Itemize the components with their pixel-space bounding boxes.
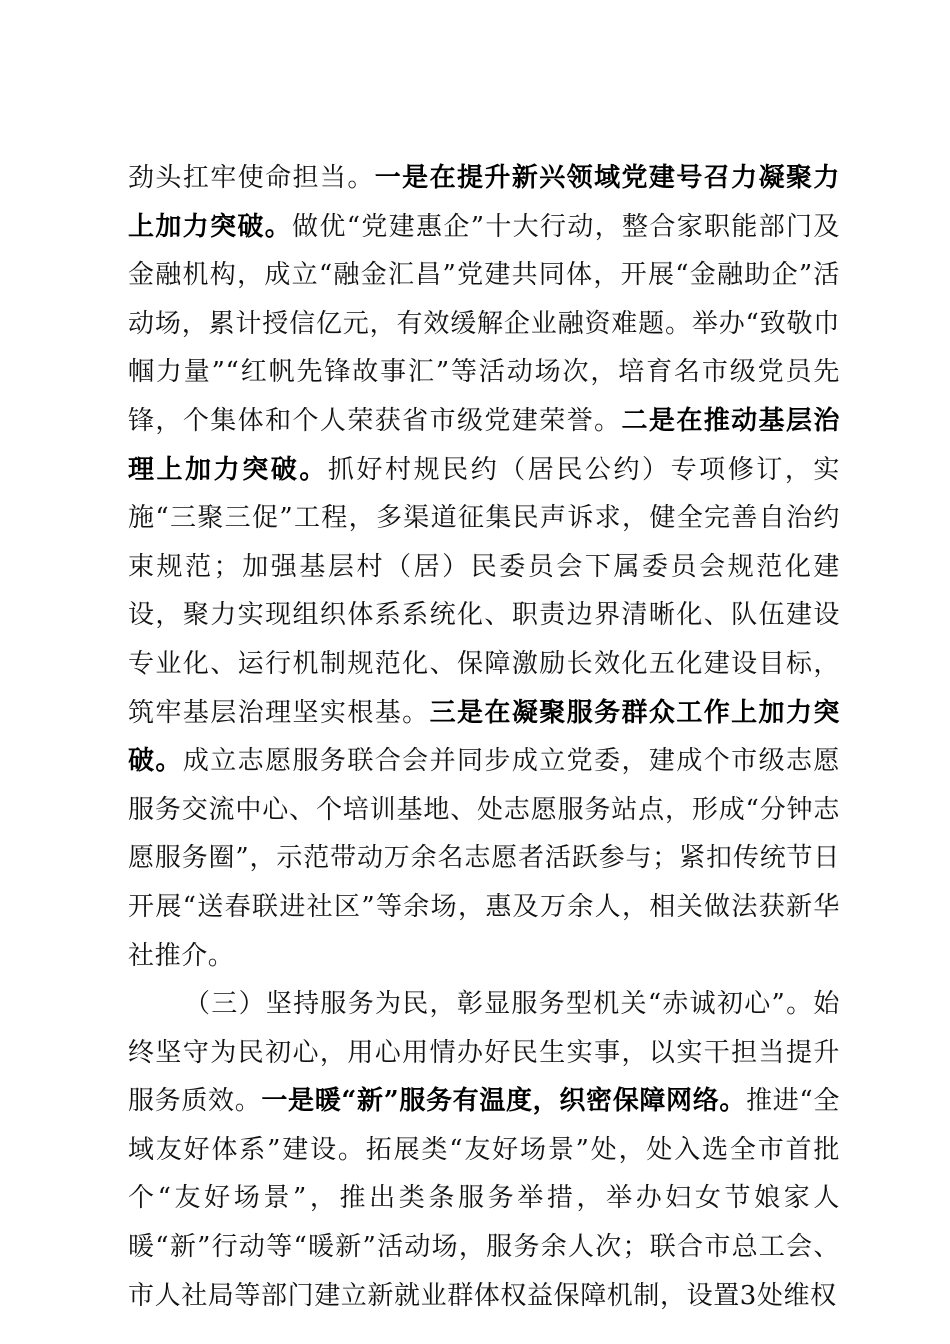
- text-run: 成立志愿服务联合会并同步成立党委，建成个市级志愿服务交流中心、个培训基地、处志愿服务站点，形成“分钟志愿服务圈”，示范带动万余名志愿者活跃参与；紧扣传统节日开展“送春联进社区”等余场，惠及万余人，相关做法获新华社推介。: [128, 746, 841, 971]
- text-run: 劲头扛牢使命担当。: [128, 163, 375, 193]
- text-run: 做优“党建惠企”十大行动，整合家职能部门及金融机构，成立“融金汇昌”党建共同体，开展“金融助企”活动场，累计授信亿元，有效缓解企业融资难题。举办“致敬巾帼力量”“红帆先锋故事汇”等活动场次，培育名市级党员先锋，个集体和个人荣获省市级党建荣誉。: [128, 211, 841, 436]
- text-run: 抓好村规民约（居民公约）专项修订，实施“三聚三促”工程，多渠道征集民声诉求，健全完善自治约束规范；加强基层村（居）民委员会下属委员会规范化建设，聚力实现组织体系系统化、职责边界清晰化、队伍建设专业化、运行机制规范化、保障激励长效化五化建设目标，筑牢基层治理坚实根基。: [128, 454, 840, 728]
- bold-heading-3: 三是在凝聚服务群众工作上加力突破。: [128, 697, 840, 777]
- bold-heading-1: 一是在提升新兴领域党建号召力凝聚力上加力突破。: [128, 163, 841, 242]
- section-heading: （三）坚持服务为民，彰显服务型机关“赤诚初心”。始终坚守为民初心，用心用情办好民生实事，以实干担当提升服务质效。: [128, 989, 840, 1117]
- paragraph-1: [128, 154, 840, 980]
- text-run: 推进“全域友好体系”建设。拓展类“友好场景”处，处入选全市首批个“友好场景”，推出类条服务举措，举办妇女节娘家人暖“新”行动等“暖新”活动场，服务余人次；联合市总工会、市人社局等部门建立新就业群体权益保障机制，设置3处维权: [128, 1086, 840, 1311]
- body-text: [128, 154, 840, 1320]
- bold-heading-2: 二是在推动基层治理上加力突破。: [128, 405, 840, 485]
- paragraph-2: [128, 980, 840, 1320]
- bold-heading-4: 一是暖“新”服务有温度，织密保障网络。: [261, 1086, 747, 1117]
